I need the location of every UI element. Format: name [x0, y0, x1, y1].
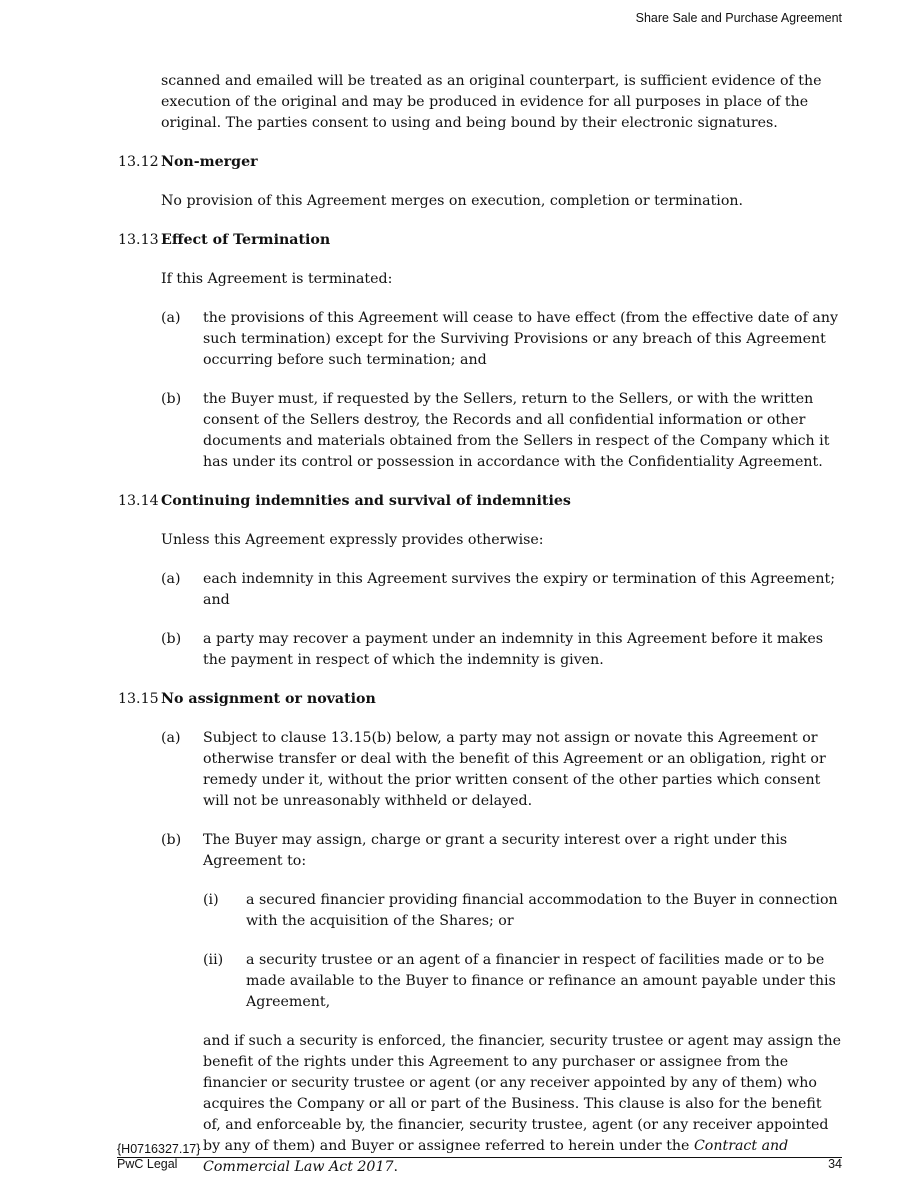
list-item: [118, 830, 843, 872]
paragraph-13-13-intro: If this Agreement is terminated:: [161, 271, 393, 287]
clause-number: 13.14: [118, 493, 159, 509]
list-item: [118, 389, 843, 473]
item-label: (b): [161, 832, 182, 848]
item-label: (a): [161, 571, 181, 587]
clause-number: 13.15: [118, 691, 159, 707]
item-text: a party may recover a payment under an indemnity in this Agreement before it makes the payment in respect of which the indemnity is given.: [203, 631, 824, 668]
sub-item-text: a security trustee or an agent of a financier in respect of facilities made or to be made available to the Buyer to finance or refinance an amount payable under this Agreement,: [246, 952, 836, 1010]
clause-number: 13.13: [118, 232, 159, 248]
footer-row: [117, 1158, 842, 1171]
page-footer: [117, 1143, 842, 1171]
clause-title: Effect of Termination: [161, 232, 331, 248]
sub-item-label: (i): [203, 892, 219, 908]
page-number: 34: [828, 1157, 842, 1171]
item-text: the Buyer must, if requested by the Sellers, return to the Sellers, or with the written consent of the Sellers destroy, the Records and all confidential information or other documents and materials obtained from the Sellers in respect of the Company which it has under its control or possession in accordance with the Confidentiality Agreement.: [203, 391, 830, 470]
clause-number: 13.12: [118, 154, 159, 170]
act-title: Contract and Commercial Law Act 2017: [203, 1138, 789, 1175]
heading-13-12: [118, 152, 843, 173]
clause-title: Non-merger: [161, 154, 258, 170]
item-text: the provisions of this Agreement will cease to have effect (from the effective date of any such termination) except for the Surviving Provisions or any breach of this Agreement occurring before such termination; and: [203, 310, 838, 368]
item-text: The Buyer may assign, charge or grant a security interest over a right under this Agreement to:: [203, 832, 788, 869]
sub-item-text: a secured financier providing financial accommodation to the Buyer in connection with the acquisition of the Shares; or: [246, 892, 838, 929]
sub-list-item: [118, 890, 843, 932]
document-body: [118, 71, 843, 1178]
list-item: [118, 569, 843, 611]
closing-end: .: [393, 1159, 399, 1175]
paragraph-13-14-intro: Unless this Agreement expressly provides otherwise:: [161, 532, 544, 548]
closing-text: and if such a security is enforced, the financier, security trustee or agent may assign the benefit of the rights under this Agreement to any purchaser or assignee from the financier or security trustee or agent (or any receiver appointed by any of them) who acquires the Company or all or part of the Business. This clause is also for the benefit of, and enforceable by, the financier, security trustee, agent (or any receiver appointed by any of them) and Buyer or assignee referred to herein under the: [203, 1033, 841, 1154]
document-reference: {H0716327.17}: [117, 1142, 201, 1156]
item-label: (b): [161, 631, 182, 647]
item-label: (a): [161, 730, 181, 746]
list-item: [118, 629, 843, 671]
item-label: (b): [161, 391, 182, 407]
page-header: Share Sale and Purchase Agreement: [635, 11, 842, 25]
clause-title: No assignment or novation: [161, 691, 376, 707]
firm-name: PwC Legal: [117, 1157, 178, 1171]
heading-13-15: [118, 689, 843, 710]
list-item: [118, 308, 843, 371]
paragraph-13-12: No provision of this Agreement merges on execution, completion or termination.: [161, 193, 744, 209]
list-item: [118, 728, 843, 812]
item-text: each indemnity in this Agreement survives the expiry or termination of this Agreement; and: [203, 571, 835, 608]
heading-13-14: [118, 491, 843, 512]
heading-13-13: [118, 230, 843, 251]
intro-paragraph: scanned and emailed will be treated as an original counterpart, is sufficient evidence of the execution of the original and may be produced in evidence for all purposes in place of the original. The parties consent to using and being bound by their electronic signatures.: [161, 73, 822, 131]
item-label: (a): [161, 310, 181, 326]
sub-list-item: [118, 950, 843, 1013]
sub-item-label: (ii): [203, 952, 224, 968]
item-text: Subject to clause 13.15(b) below, a party may not assign or novate this Agreement or otherwise transfer or deal with the benefit of this Agreement or an obligation, right or remedy under it, without the prior written consent of the other parties which consent will not be unreasonably withheld or delayed.: [203, 730, 826, 809]
clause-title: Continuing indemnities and survival of indemnities: [161, 493, 571, 509]
